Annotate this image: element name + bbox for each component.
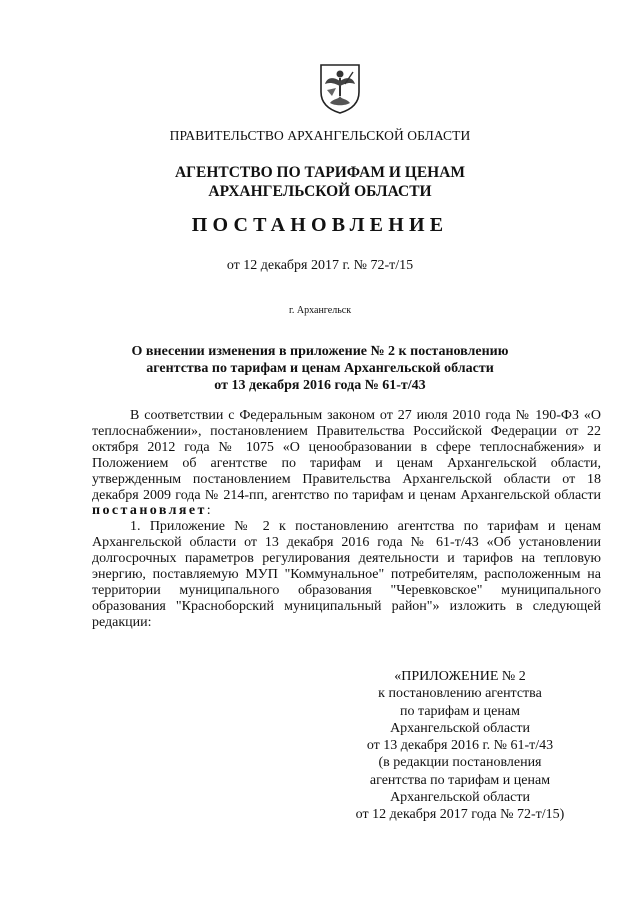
- appendix-line: агентства по тарифам и ценам: [369, 772, 551, 788]
- resolves-word: постановляет: [92, 503, 207, 519]
- subject-line3: от 13 декабря 2016 года № 61-т/43: [214, 378, 426, 393]
- agency-name-line1: АГЕНТСТВО ПО ТАРИФАМ И ЦЕНАМ: [174, 164, 466, 181]
- appendix-line: Архангельской области: [390, 790, 530, 806]
- appendix-line: Архангельской области: [390, 720, 530, 736]
- document-body: [92, 408, 601, 631]
- document-type-title: ПОСТАНОВЛЕНИЕ: [191, 214, 449, 236]
- preamble-text: В соответствии с Федеральным законом от 27 июля 2010 года № 190-ФЗ «О теплоснабжении», постановлением Правительства Российской Федерации от 22 октября 2012 года № 1075 «О ценообразовании в сфере теплоснабжения» и Положением об агентстве по тарифам и ценам Архангельской области, утвержденным постановлением Правительства Архангельской области от 18 декабря 2009 года № 214-пп, агентство по тарифам и ценам Архангельской области: [92, 408, 601, 503]
- appendix-line: к постановлению агентства: [378, 686, 542, 702]
- body-paragraph-preamble: [92, 408, 601, 519]
- document-city: г. Архангельск: [288, 305, 352, 316]
- appendix-header: [330, 668, 590, 824]
- subject-line1: О внесении изменения в приложение № 2 к постановлению: [131, 344, 509, 359]
- appendix-line: по тарифам и ценам: [400, 703, 520, 719]
- document-date-number: от 12 декабря 2017 г. № 72-т/15: [226, 258, 414, 273]
- preamble-end: :: [206, 503, 211, 519]
- appendix-line: от 12 декабря 2017 года № 72-т/15): [355, 807, 565, 823]
- coat-of-arms-icon: [318, 62, 362, 114]
- government-name: ПРАВИТЕЛЬСТВО АРХАНГЕЛЬСКОЙ ОБЛАСТИ: [169, 128, 471, 143]
- agency-name-line2: АРХАНГЕЛЬСКОЙ ОБЛАСТИ: [208, 183, 432, 200]
- subject-line2: агентства по тарифам и ценам Архангельской области: [146, 361, 494, 376]
- document-subject: [0, 343, 640, 394]
- appendix-line: «ПРИЛОЖЕНИЕ № 2: [394, 669, 526, 684]
- body-paragraph-item-1: 1. Приложение № 2 к постановлению агентства по тарифам и ценам Архангельской области от 13 декабря 2016 года № 61-т/43 «Об установлении долгосрочных параметров регулирования деятельности и тарифов на тепловую энергию, поставляемую МУП "Коммунальное" потребителям, расположенным на территории муниципального образования "Черевковское" муниципального образования "Красноборский муниципальный район"» изложить в следующей редакции:: [92, 519, 601, 630]
- agency-name: [0, 163, 640, 201]
- appendix-line: (в редакции постановления: [378, 755, 542, 771]
- appendix-line: от 13 декабря 2016 г. № 61-т/43: [366, 738, 554, 754]
